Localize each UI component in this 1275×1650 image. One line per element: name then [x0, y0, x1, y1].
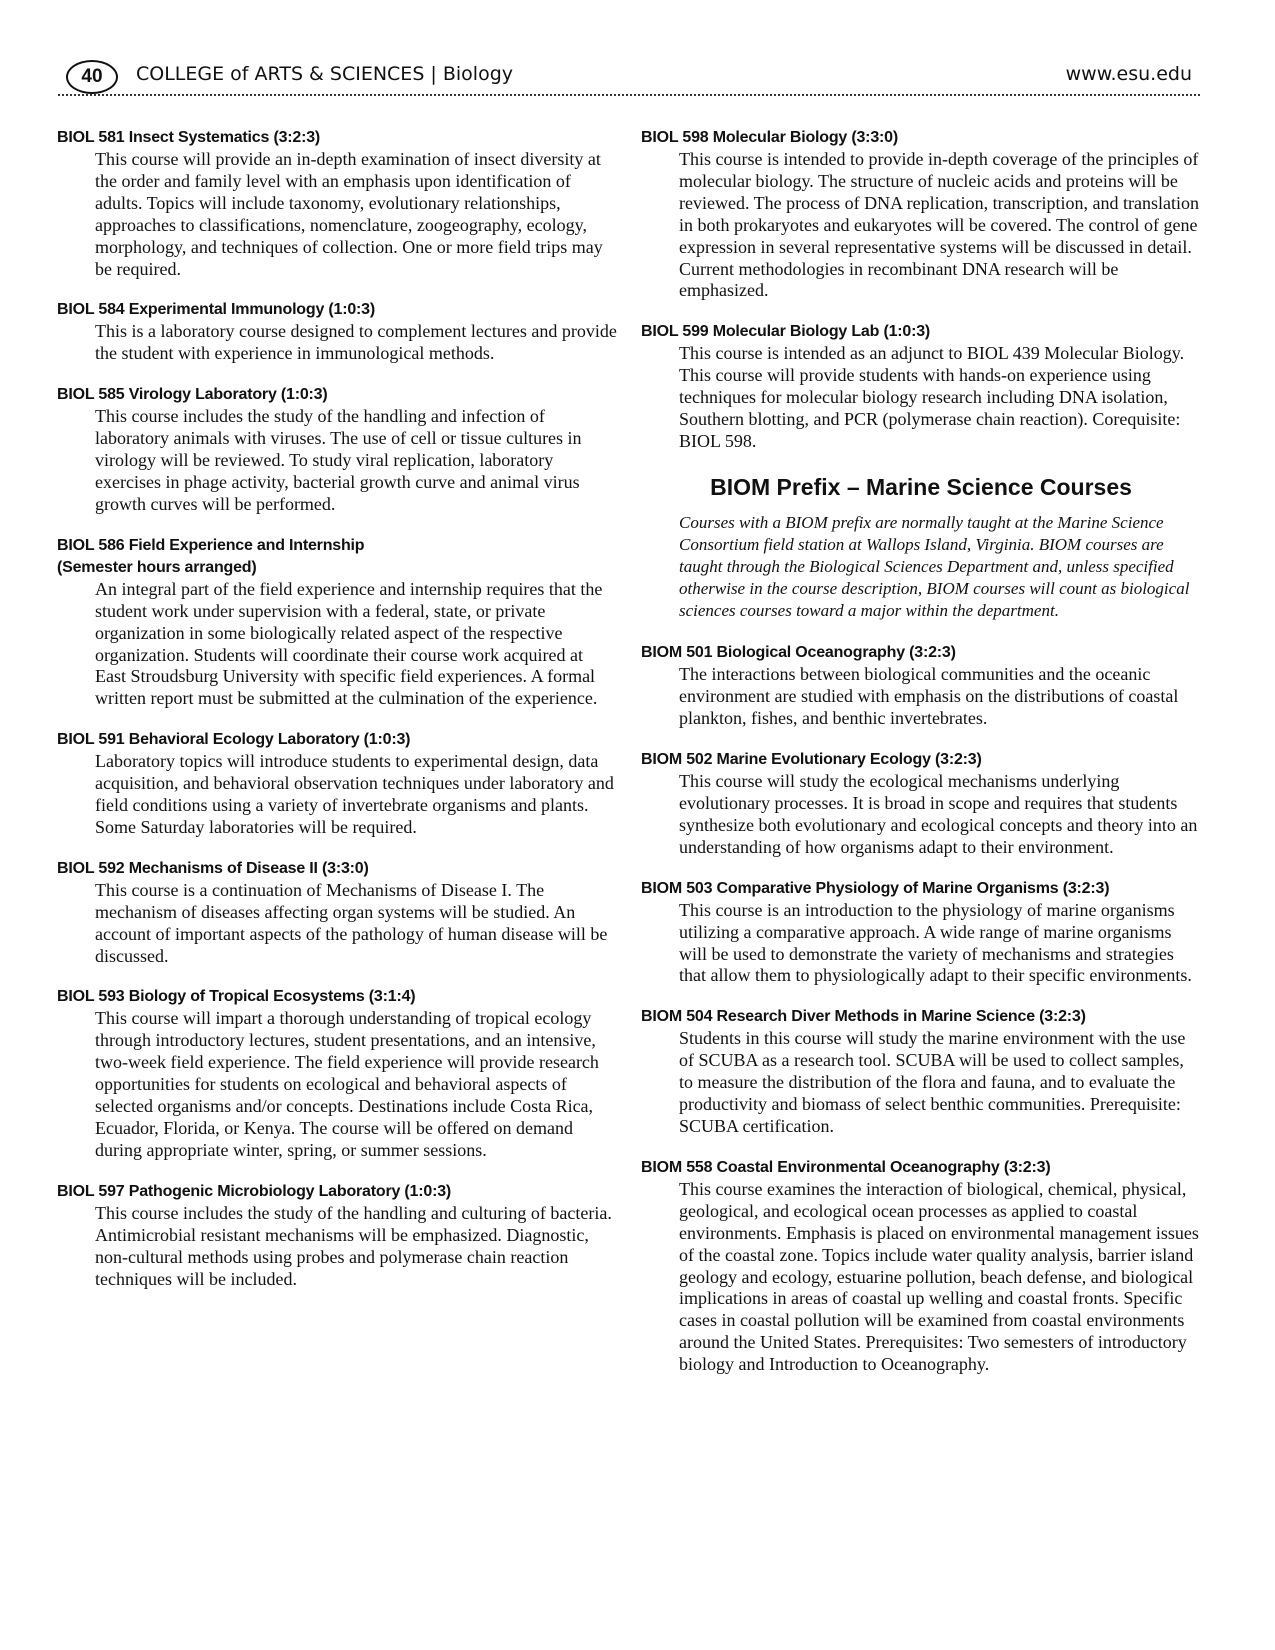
course-entry: [641, 878, 1201, 988]
course-title: BIOL 591 Behavioral Ecology Laboratory (1:0:3): [57, 731, 411, 749]
course-title: BIOM 504 Research Diver Methods in Marine Science (3:2:3): [641, 1008, 1086, 1026]
course-entry: [641, 642, 1201, 730]
course-description: Laboratory topics will introduce students to experimental design, data acquisition, and behavioral observation techniques under laboratory and field conditions using a variety of invertebrate organisms and plants. Some Saturday laboratories will be required.: [95, 751, 614, 837]
course-description: This is a laboratory course designed to complement lectures and provide the student with experience in immunological methods.: [95, 321, 617, 364]
course-title: BIOL 593 Biology of Tropical Ecosystems (3:1:4): [57, 988, 416, 1006]
course-entry: [57, 986, 617, 1161]
course-description: This course will study the ecological mechanisms underlying evolutionary processes. It is broad in scope and requires that students synthesize both evolutionary and ecological concepts and theory into an understanding of how organisms adapt to their environment.: [679, 771, 1198, 857]
course-description: This course is an introduction to the physiology of marine organisms utilizing a comparative approach. A wide range of marine organisms will be used to demonstrate the variety of mechanisms and strategies that allow them to physiologically adapt to their specific environments.: [679, 899, 1192, 986]
course-entry: [57, 127, 617, 280]
left-column: [57, 127, 617, 1309]
course-entry: [57, 1181, 617, 1291]
page-number: 40: [66, 60, 118, 94]
course-entry: [641, 1157, 1201, 1376]
course-description: This course is intended to provide in-depth coverage of the principles of molecular biology. The structure of nucleic acids and proteins will be reviewed. The process of DNA replication, transcription, and translation in both prokaryotes and eukaryotes will be covered. The control of gene expression in several representative systems will be discussed in detail. Current methodologies in recombinant DNA research will be emphasized.: [679, 149, 1200, 301]
section-intro: Courses with a BIOM prefix are normally taught at the Marine Science Consortium field station at Wallops Island, Virginia. BIOM courses are taught through the Biological Sciences Department and, unless specified otherwise in the course description, BIOM courses will count as biological sciences courses toward a major within the department.: [679, 512, 1190, 620]
course-entry: [57, 729, 617, 839]
course-title: BIOL 585 Virology Laboratory (1:0:3): [57, 386, 328, 404]
course-entry: [641, 1006, 1201, 1138]
course-title: BIOL 599 Molecular Biology Lab (1:0:3): [641, 323, 931, 341]
course-entry: [641, 321, 1201, 453]
header-divider: [58, 94, 1200, 96]
course-entry: [641, 749, 1201, 859]
course-entry: [57, 384, 617, 516]
course-title: BIOL 598 Molecular Biology (3:3:0): [641, 129, 898, 146]
right-column: [641, 127, 1201, 1395]
course-title: BIOL 586 Field Experience and Internship: [57, 536, 365, 554]
course-description: This course is intended as an adjunct to BIOL 439 Molecular Biology. This course will provide students with hands-on experience using techniques for molecular biology research including DNA isolation, Southern blotting, and PCR (polymerase chain reaction). Corequisite: BIOL 598.: [679, 343, 1185, 451]
course-description: This course is a continuation of Mechanisms of Disease I. The mechanism of diseases affecting organ systems will be studied. An account of important aspects of the pathology of human disease will be discussed.: [95, 879, 608, 966]
course-title: BIOM 503 Comparative Physiology of Marine Organisms (3:2:3): [641, 879, 1110, 897]
course-title: BIOM 558 Coastal Environmental Oceanography (3:2:3): [641, 1158, 1051, 1176]
course-entry: [57, 858, 617, 968]
course-description: This course examines the interaction of biological, chemical, physical, geological, and ecological ocean processes as applied to coastal environments. Emphasis is placed on environmental management issues of the coastal zone. Topics include water quality analysis, barrier island geology and ecology, estuarine pollution, beach defense, and biological implications in areas of coastal up welling and coastal fronts. Specific cases in coastal pollution will be examined from coastal environments around the United States. Prerequisites: Two semesters of introductory biology and Introduction to Oceanography.: [679, 1178, 1199, 1375]
department-title: COLLEGE of ARTS & SCIENCES | Biology: [136, 63, 514, 85]
course-title: BIOL 581 Insect Systematics (3:2:3): [57, 129, 321, 146]
course-description: An integral part of the field experience and internship requires that the student work under supervision with a federal, state, or private organization in some biologically related aspect of the respective organization. Students will coordinate their course work acquired at East Stroudsburg University with specific field experiences. A formal written report must be submitted at the culmination of the experience.: [95, 578, 603, 709]
course-entry: [641, 127, 1201, 302]
course-subtitle: (Semester hours arranged): [57, 558, 257, 576]
course-title: BIOL 584 Experimental Immunology (1:0:3): [57, 301, 376, 319]
course-description: Students in this course will study the marine environment with the use of SCUBA as a research tool. SCUBA will be used to collect samples, to measure the distribution of the flora and fauna, and to evaluate the productivity and biomass of select benthic communities. Prerequisite: SCUBA certification.: [679, 1028, 1186, 1136]
course-entry: [57, 535, 617, 710]
course-title: BIOM 501 Biological Oceanography (3:2:3): [641, 644, 956, 662]
course-entry: [57, 299, 617, 365]
course-description: This course includes the study of the handling and infection of laboratory animals with viruses. The use of cell or tissue cultures in virology will be reviewed. To study viral replication, laboratory exercises in phage activity, bacterial growth curve and animal virus growth curves will be performed.: [95, 406, 582, 514]
page-header: [58, 60, 1200, 94]
section-heading: BIOM Prefix – Marine Science Courses: [710, 473, 1132, 500]
course-description: This course will provide an in-depth examination of insect diversity at the order and family level with an emphasis upon identification of adults. Topics will include taxonomy, evolutionary relationships, approaches to classifications, nomenclature, zoogeography, ecology, morphology, and techniques of collection. One or more field trips may be required.: [95, 149, 603, 279]
course-title: BIOL 592 Mechanisms of Disease II (3:3:0): [57, 859, 369, 877]
course-title: BIOL 597 Pathogenic Microbiology Laboratory (1:0:3): [57, 1182, 452, 1200]
website-link[interactable]: www.esu.edu: [1065, 63, 1192, 85]
course-description: This course will impart a thorough understanding of tropical ecology through introductory lectures, student presentations, and an intensive, two-week field experience. The field experience will provide research opportunities for students on ecological and behavioral aspects of selected organisms and/or concepts. Destinations include Costa Rica, Ecuador, Florida, or Kenya. The course will be offered on demand during appropriate winter, spring, or summer sessions.: [95, 1008, 599, 1160]
course-description: This course includes the study of the handling and culturing of bacteria. Antimicrobial resistant mechanisms will be emphasized. Diagnostic, non-cultural methods using probes and polymerase chain reaction techniques will be included.: [95, 1202, 612, 1289]
course-description: The interactions between biological communities and the oceanic environment are studied with emphasis on the distributions of coastal plankton, fishes, and benthic invertebrates.: [679, 664, 1179, 729]
course-title: BIOM 502 Marine Evolutionary Ecology (3:2:3): [641, 751, 982, 769]
